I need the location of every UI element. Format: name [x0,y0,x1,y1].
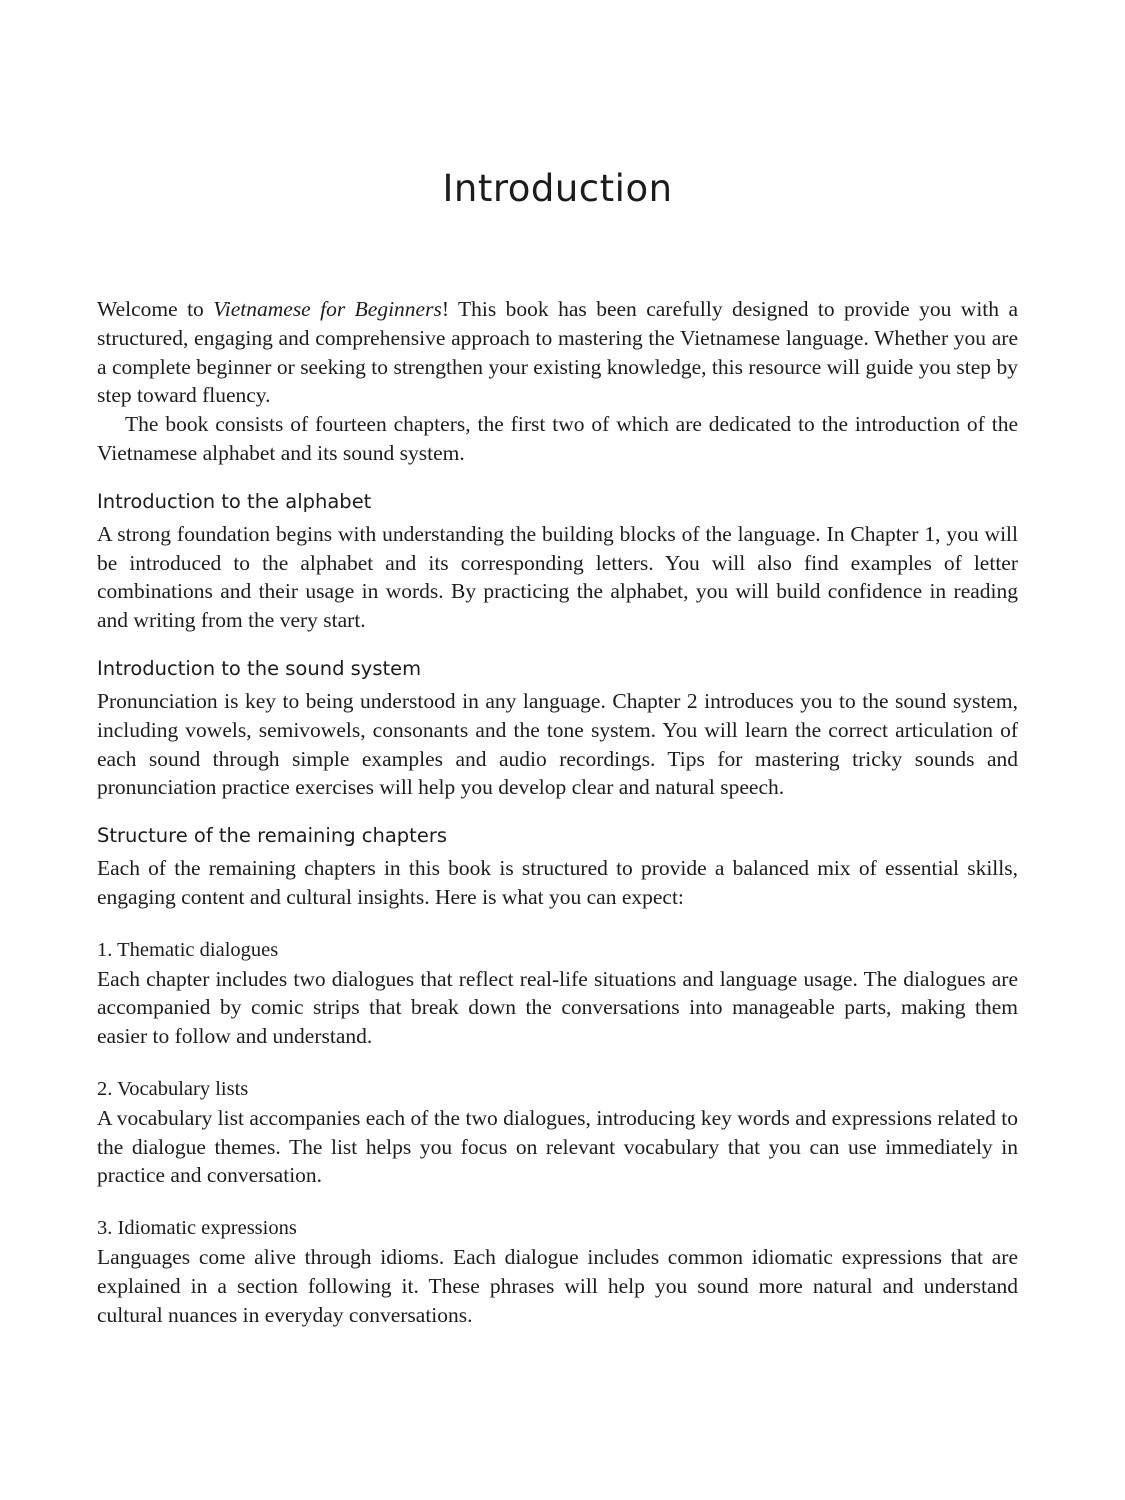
subsection-text: Each chapter includes two dialogues that reflect real-life situations and language usage. The dialogues are accompanied by comic strips that break down the conversations into manageable parts, making them easier to follow and understand. [97,966,1018,1049]
page-body [97,295,1018,1329]
intro-text-end: ! This book has been carefully designed to provide you with a structured, engaging and comprehensive approach to mastering the Vietnamese language. Whether you are a complete beginner or seeking to strengthen your existing knowledge, this resource will guide you step by step toward fluency. [97,297,1018,408]
subsection-heading: 2. Vocabulary lists [97,1077,249,1100]
subsection-text: A vocabulary list accompanies each of the two dialogues, introducing key words and expressions related to the dialogue themes. The list helps you focus on relevant vocabulary that you can use immediately in practice and conversation. [97,1105,1018,1188]
section-text-sound-system: Pronunciation is key to being understood in any language. Chapter 2 introduces you to the sound system, including vowels, semivowels, consonants and the tone system. You will learn the correct articulation of each sound through simple examples and audio recordings. Tips for mastering tricky sounds and pronunciation practice exercises will help you develop clear and natural speech. [97,688,1018,800]
section-text-structure: Each of the remaining chapters in this book is structured to provide a balanced mix of essential skills, engaging content and cultural insights. Here is what you can expect: [97,856,1018,909]
subsection-idiomatic-expressions [97,1214,1018,1329]
subsection-thematic-dialogues [97,936,1018,1051]
subsection-text: Languages come alive through idioms. Each dialogue includes common idiomatic expressions that are explained in a section following it. These phrases will help you sound more natural and understand cultural nuances in everyday conversations. [97,1244,1018,1327]
intro-paragraph [97,295,1018,410]
intro-text-start: Welcome to [97,297,214,321]
section-heading-sound-system: Introduction to the sound system [97,656,422,680]
subsection-heading: 1. Thematic dialogues [97,938,279,961]
section-structure [97,822,1018,912]
section-heading-structure: Structure of the remaining chapters [97,824,447,848]
section-heading-alphabet: Introduction to the alphabet [97,489,372,513]
page-title: Introduction [442,167,673,210]
intro-paragraph-2: The book consists of fourteen chapters, the first two of which are dedicated to the introduction of the Vietnamese alphabet and its sound system. [97,412,1018,465]
section-alphabet [97,488,1018,635]
section-sound-system [97,655,1018,802]
subsection-heading: 3. Idiomatic expressions [97,1217,297,1240]
subsection-vocabulary-lists [97,1075,1018,1190]
book-title: Vietnamese for Beginners [213,297,442,321]
section-text-alphabet: A strong foundation begins with understanding the building blocks of the language. In Chapter 1, you will be introduced to the alphabet and its corresponding letters. You will also find examples of letter combinations and their usage in words. By practicing the alphabet, you will build confidence in reading and writing from the very start. [97,521,1018,633]
